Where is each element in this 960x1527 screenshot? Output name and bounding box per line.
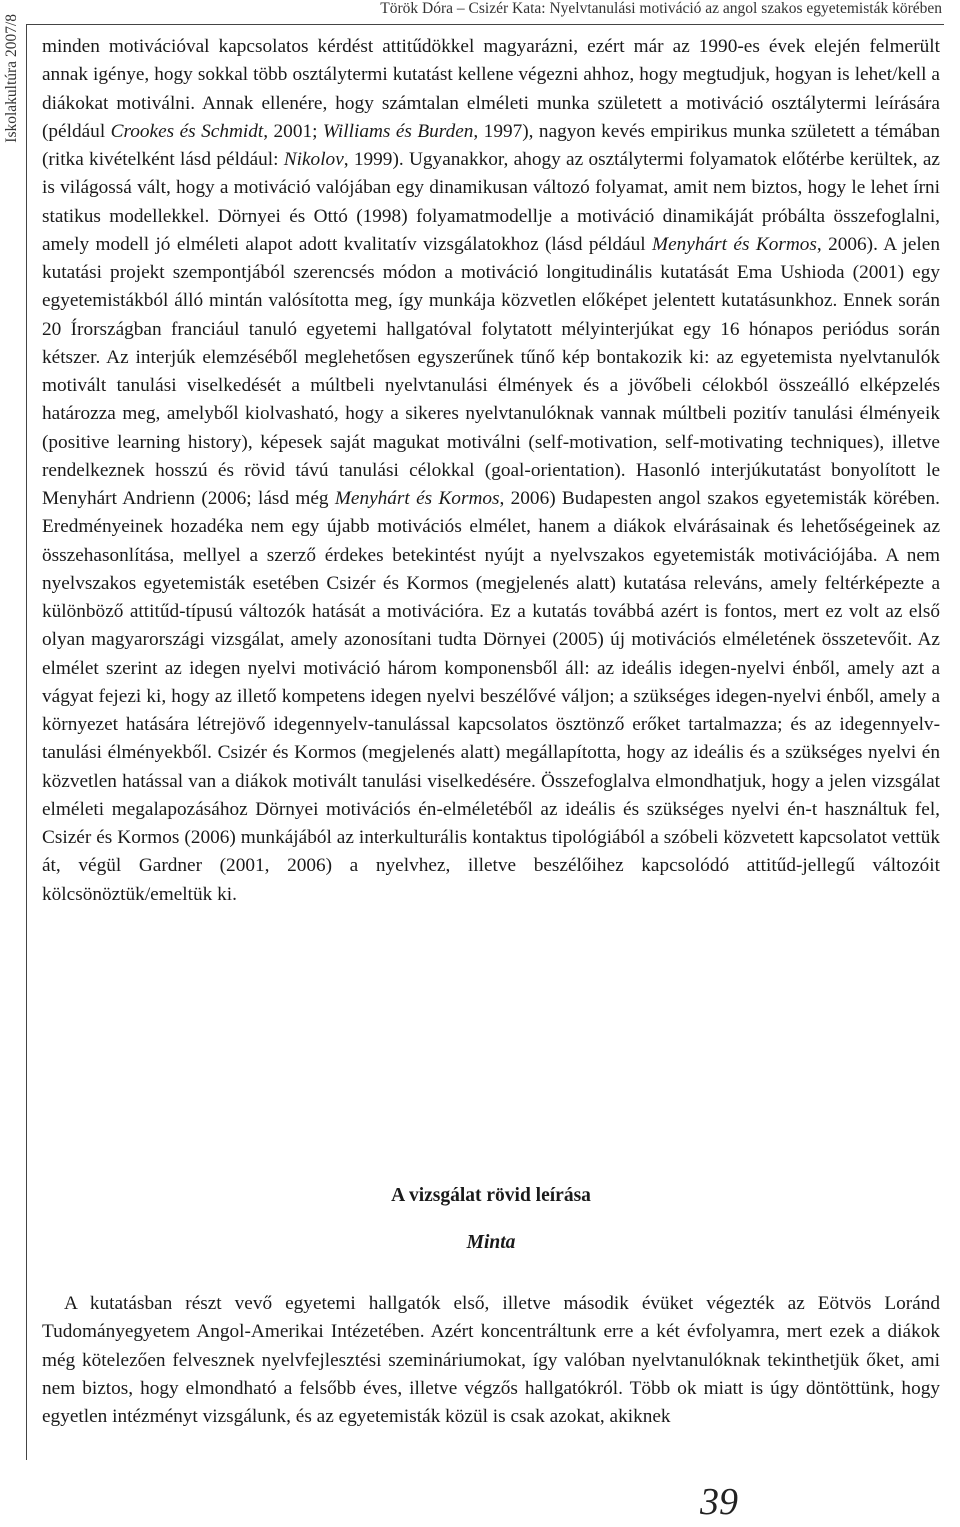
- text-run: , 2006). A jelen kutatási projekt szempontjából szerencsés módon a motiváció longitudinális kutatását Ema Ushioda (2001) egy egyetemistákból álló mintán valósította meg, így munkája közvetlen előképet jelentett kutatásunkhoz. Ennek során 20 Írországban franciául tanuló egyetemi hallgatóval folytatott mélyinterjúkat egy 16 hónapos periódus során kétszer. Az interjúk elemzéséből meglehetősen egyszerűnek tűnő kép bontakozik ki: az egyetemista nyelvtanulók motivált tanulási viselkedését a múltbeli nyelvtanulási élmények és a jövőbeli célokból összeálló elképzelés határozza meg, amelyből kiolvasható, hogy a sikeres nyelvtanulóknak vannak múltbeli pozitív tanulási élményeik (positive learning history), képesek saját magukat motiválni (self-motivation, self-motivating techniques), illetve rendelkeznek hosszú és rövid távú tanulási célokkal (goal-orientation). Hasonló interjúkutatást bonyolított le Menyhárt Andrienn (2006; lásd még: [42, 233, 940, 509]
- running-header: Török Dóra – Csizér Kata: Nyelvtanulási motiváció az angol szakos egyetemisták körében: [380, 0, 942, 17]
- text-run: minden motivációval kapcsolatos kérdést attitűdökkel magyarázni, ezért már az 1990-es évek elején felmerült annak igénye, hogy sokkal több osztálytermi kutatást kellene végezni ahhoz, hogy megtudjuk, hogyan is lehet/kell a diákokat motiválni. Annak ellenére, hogy számtalan elméleti munka született a motiváció osztálytermi leírására (például: [42, 36, 940, 142]
- citation-author: Nikolov: [283, 149, 344, 170]
- body-paragraph-1: [42, 33, 940, 909]
- citation-author: Menyhárt és Kormos: [652, 233, 817, 255]
- citation-author: Williams és Burden: [322, 120, 474, 142]
- section-heading: A vizsgálat rövid leírása: [391, 1185, 591, 1206]
- text-run: , 2001;: [263, 120, 323, 142]
- text-run: , 1997), nagyon kevés empirikus munka született a témában (ritka kivételként lásd például:: [42, 120, 940, 170]
- text-run: , 1999). Ugyanakkor, ahogy az osztálytermi folyamatok előtérbe kerültek, az is világossá vált, hogy a motiváció valójában egy dinamikusan változó folyamat, amit nem biztos, hogy le lehet írni statikus modellekkel. Dörnyei és Ottó (1998) folyamatmodellje a motiváció dinamikáját próbálta összefoglalni, amely modell jó elméleti alapot adott kvalitatív vizsgálatokhoz (lásd például: [42, 149, 940, 255]
- subsection-heading: Minta: [466, 1232, 516, 1253]
- side-rule: [26, 24, 27, 1460]
- citation-author: Menyhárt és Kormos: [334, 488, 500, 509]
- citation-author: Crookes és Schmidt: [110, 120, 264, 142]
- page-number: 39: [700, 1481, 738, 1523]
- header-rule: [26, 24, 944, 25]
- body-paragraph-2: A kutatásban részt vevő egyetemi hallgatók első, illetve második évüket végezték az Eötvös Loránd Tudományegyetem Angol-Amerikai Intézetében. Azért koncentráltunk erre a két évfolyamra, mert ezek a diákok még kötelezően felvesznek nyelvfejlesztési szemináriumokat, így valóban nyelvtanulóknak tekinthetjük őket, ami nem biztos, hogy elmondható a felsőbb éves, illetve végzős hallgatókról. Több ok miatt is úgy döntöttünk, hogy egyetlen intézményt vizsgálunk, és az egyetemisták közül is csak azokat, akiknek: [42, 1293, 940, 1427]
- journal-side-label: Iskolakultúra 2007/8: [3, 14, 20, 143]
- text-run: , 2006) Budapesten angol szakos egyetemisták körében. Eredményeinek hozadéka nem egy újabb motivációs elmélet, hanem a diákok elvárásainak és lehetőségeinek az összehasonlítása, mellyel a szerző érdekes betekintést nyújt a nyelvszakos egyetemisták motivációjába. A nem nyelvszakos egyetemisták esetében Csizér és Kormos (megjelenés alatt) kutatása releváns, amely feltérképezte a különböző attitűd-típusú változók hatását a motivációra. Ez a kutatás továbbá azért is fontos, mert ez volt az első olyan magyarországi vizsgálat, amely azonosítani tudta Dörnyei (2005) új motivációs elméletének összetevőit. Az elmélet szerint az idegen nyelvi motiváció három komponensből áll: az ideális idegen-nyelvi énből, amely azt a vágyat fejezi ki, hogy az illető kompetens idegen nyelvi beszélővé váljon; a szükséges idegen-nyelvi énből, amely a környezet hatására létrejövő idegennyelv-tanulással kapcsolatos ösztönző erőket tartalmazza; és az idegennyelv-tanulási élményekből. Csizér és Kormos (megjelenés alatt) megállapította, hogy az ideális és a szükséges nyelvi én közvetlen hatással van a diákok motivált tanulási viselkedésére. Összefoglalva elmondhatjuk, hogy a jelen vizsgálat elméleti megalapozásához Dörnyei motivációs én-elméletéből az ideális és szükséges nyelvi én-t használtuk fel, Csizér és Kormos (2006) munkájából az interkulturális kontaktus tipológiából a szóbeli közvetett kapcsolatot vettük át, végül Gardner (2001, 2006) a nyelvhez, illetve beszélőihez kapcsolódó attitűd-jellegű változóit kölcsönöztük/emeltük ki.: [42, 488, 940, 905]
